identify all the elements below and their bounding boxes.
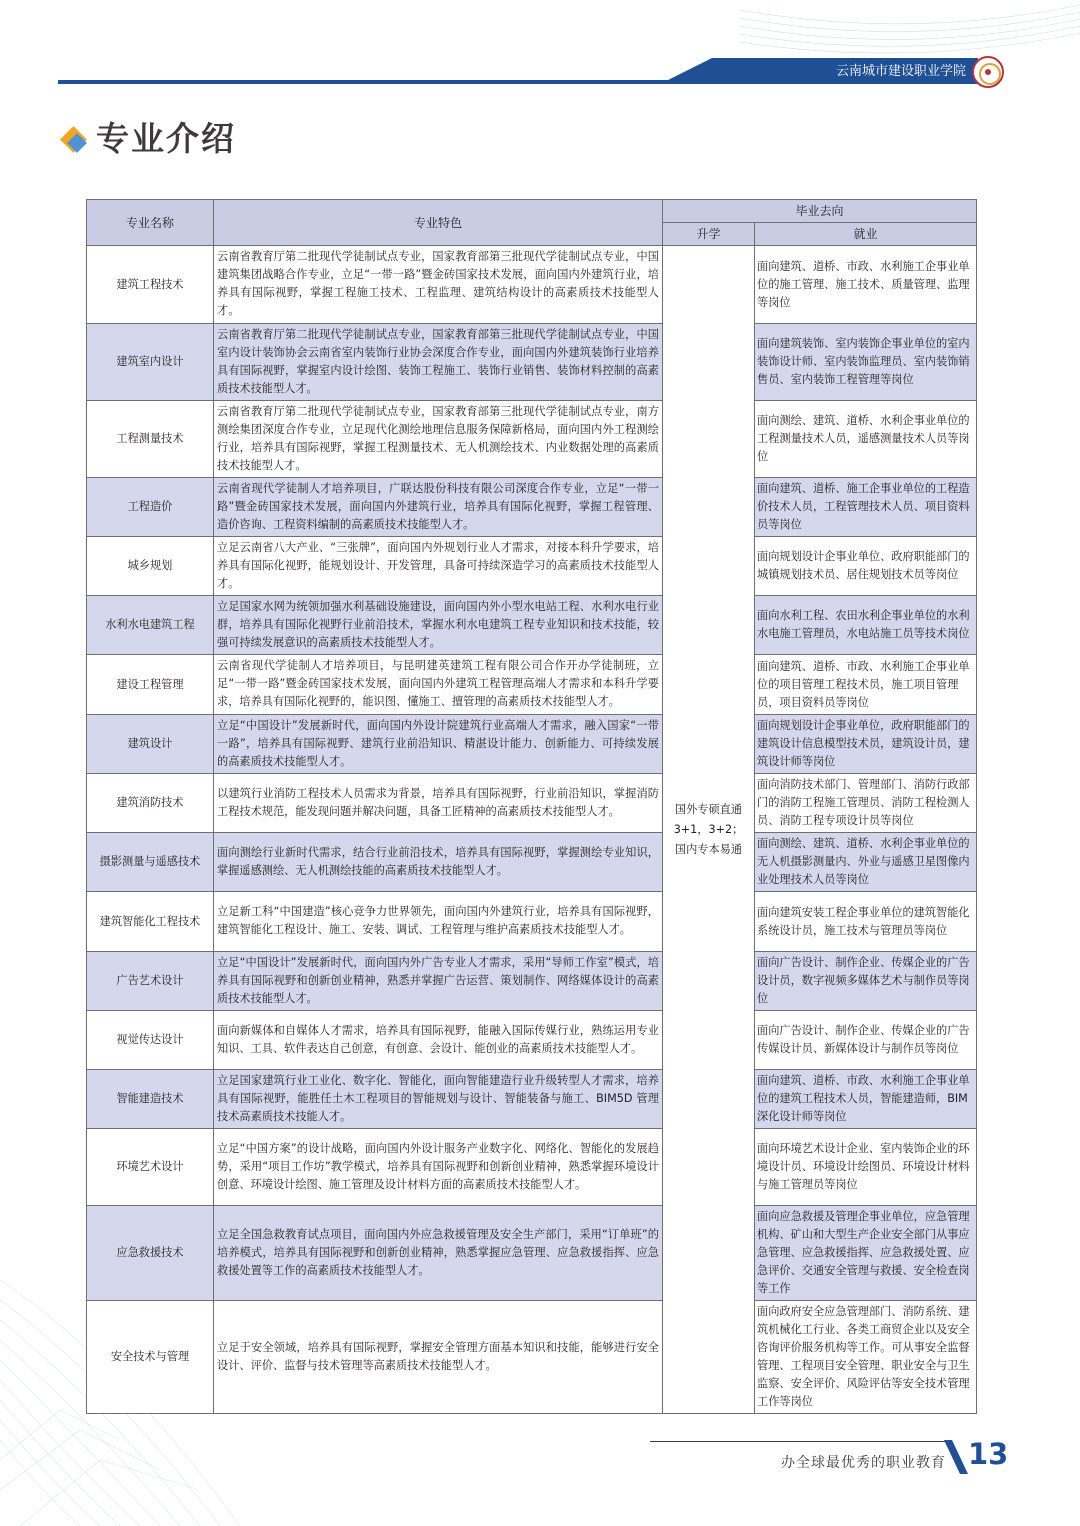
majors-table — [86, 199, 977, 1414]
table-row — [87, 715, 977, 774]
major-feature: 立足全国急救教育试点项目，面向国内外应急救援管理及安全生产部门，采用“订单班”的培养模式，培养具有国际视野和创新创业精神，熟悉掌握应急管理、应急救援指挥、应急救援处置等工作的高素质技术技能型人才。 — [214, 1206, 663, 1301]
table-row — [87, 401, 977, 478]
major-name: 建筑设计 — [87, 715, 214, 774]
table-row — [87, 324, 977, 401]
table-row — [87, 478, 977, 537]
page-title: 专业介绍 — [96, 119, 236, 158]
employment-cell: 面向测绘、建筑、道桥、水利企事业单位的无人机摄影测量内、外业与遥感卫星图像内业处理技术人员等岗位 — [755, 833, 977, 892]
major-feature: 立足于安全领域，培养具有国际视野，掌握安全管理方面基本知识和技能，能够进行安全设计、评价、监督与技术管理等高素质技术技能型人才。 — [214, 1301, 663, 1414]
col-header-feature: 专业特色 — [214, 200, 663, 246]
page-number: 13 — [968, 1437, 1009, 1471]
major-feature: 云南省教育厅第二批现代学徒制试点专业，国家教育部第三批现代学徒制试点专业，中国室内设计装饰协会云南省室内装饰行业协会深度合作专业，面向国内外建筑装饰行业培养具有国际视野，掌握室内设计绘图、装饰工程施工、装饰行业销售、装饰材料控制的高素质技术技能型人才。 — [214, 324, 663, 401]
employment-cell: 面向规划设计企事业单位、政府职能部门的城镇规划技术员、居住规划技术员等岗位 — [755, 537, 977, 596]
major-feature: 云南省现代学徒制人才培养项目，与昆明建英建筑工程有限公司合作开办学徒制班，立足“一带一路”暨金砖国家技术发展，面向国内外建筑工程管理高端人才需求和本科升学要求，培养具有国际化视野的，能识图、懂施工、擅管理的高素质技术技能型人才。 — [214, 655, 663, 715]
table-row — [87, 1206, 977, 1301]
table-row — [87, 655, 977, 715]
major-name: 广告艺术设计 — [87, 952, 214, 1011]
major-name: 摄影测量与遥感技术 — [87, 833, 214, 892]
major-feature: 立足“中国方案”的设计战略，面向国内外设计服务产业数字化、网络化、智能化的发展趋势，采用“项目工作坊”教学模式，培养具有国际视野和创新创业精神，熟悉掌握环境设计创意、环境设计绘图、施工管理及设计材料方面的高素质技术技能型人才。 — [214, 1129, 663, 1206]
footer-rule — [650, 1441, 950, 1442]
employment-cell: 面向建筑装饰、室内装饰企事业单位的室内装饰设计师、室内装饰监理员、室内装饰销售员、室内装饰工程管理等岗位 — [755, 324, 977, 401]
major-feature: 立足“中国设计”发展新时代，面向国内外设计院建筑行业高端人才需求，融入国家“一带一路”，培养具有国际视野、建筑行业前沿知识、精湛设计能力、创新能力、可持续发展的高素质技术技能型人才。 — [214, 715, 663, 774]
table-row — [87, 246, 977, 324]
major-feature: 云南省现代学徒制人才培养项目，广联达股份科技有限公司深度合作专业，立足“一带一路”暨金砖国家技术发展，面向国内外建筑行业，培养具有国际化视野，掌握工程管理、造价咨询、工程资料编制的高素质技术技能型人才。 — [214, 478, 663, 537]
table-row — [87, 952, 977, 1011]
decorative-mesh-top — [740, 0, 1080, 60]
major-name: 建筑室内设计 — [87, 324, 214, 401]
major-feature: 云南省教育厅第二批现代学徒制试点专业，国家教育部第三批现代学徒制试点专业，南方测绘集团深度合作专业，立足现代化测绘地理信息服务保障新格局，面向国内外工程测绘行业，培养具有国际视野，掌握工程测量技术、无人机测绘技术、内业数据处理的高素质技术技能型人才。 — [214, 401, 663, 478]
employment-cell: 面向建筑、道桥、市政、水利施工企事业单位的施工管理、施工技术、质量管理、监理等岗位 — [755, 246, 977, 324]
col-header-destination: 毕业去向 — [663, 200, 977, 223]
footer-slogan: 办全球最优秀的职业教育 — [781, 1455, 946, 1471]
major-name: 建筑消防技术 — [87, 774, 214, 833]
major-name: 视觉传达设计 — [87, 1011, 214, 1070]
further-study-line: 3+1，3+2； — [673, 822, 744, 836]
major-feature: 云南省教育厅第二批现代学徒制试点专业，国家教育部第三批现代学徒制试点专业，中国建筑集团战略合作专业，立足“一带一路”暨金砖国家技术发展，面向国内外建筑行业，培养具有国际视野，掌握工程施工技术、工程监理、建筑结构设计的高素质技术技能型人才。 — [214, 246, 663, 324]
table-row — [87, 1011, 977, 1070]
employment-cell: 面向广告设计、制作企业、传媒企业的广告设计员，数字视频多媒体艺术与制作员等岗位 — [755, 952, 977, 1011]
employment-cell: 面向建筑安装工程企事业单位的建筑智能化系统设计员，施工技术与管理员等岗位 — [755, 892, 977, 952]
school-logo-icon — [972, 56, 1004, 88]
table-row — [87, 892, 977, 952]
major-name: 工程测量技术 — [87, 401, 214, 478]
further-study-line: 国外专硕直通 — [674, 802, 743, 816]
major-feature: 立足云南省八大产业、“三张牌”，面向国内外规划行业人才需求，对接本科升学要求，培养具有国际化视野，能规划设计、开发管理，具备可持续深造学习的高素质技术技能型人才。 — [214, 537, 663, 596]
employment-cell: 面向建筑、道桥、市政、水利施工企事业单位的建筑工程技术人员，智能建造师，BIM 深化设计师等岗位 — [755, 1070, 977, 1129]
major-name: 工程造价 — [87, 478, 214, 537]
employment-cell: 面向环境艺术设计企业、室内装饰企业的环境设计员、环境设计绘图员、环境设计材料与施工管理员等岗位 — [755, 1129, 977, 1206]
table-row — [87, 537, 977, 596]
diamond-bullet-icon — [60, 126, 88, 154]
major-feature: 立足国家水网为统领加强水利基础设施建设，面向国内外小型水电站工程、水利水电行业群，培养具有国际化视野行业前沿技术，掌握水利水电建筑工程专业知识和技术技能，较强可持续发展意识的高素质技术技能型人才。 — [214, 596, 663, 655]
further-study-line: 国内专本易通 — [674, 842, 743, 856]
further-study-cell — [663, 246, 755, 1414]
major-name: 建筑工程技术 — [87, 246, 214, 324]
major-feature: 立足“中国设计”发展新时代，面向国内外广告专业人才需求，采用“导师工作室”模式，培养具有国际视野和创新创业精神，熟悉并掌握广告运营、策划制作、网络媒体设计的高素质技术技能型人才。 — [214, 952, 663, 1011]
table-body — [87, 246, 977, 1414]
table-row — [87, 774, 977, 833]
school-name: 云南城市建设职业学院 — [835, 64, 966, 79]
col-header-further-study: 升学 — [663, 223, 755, 246]
major-name: 水利水电建筑工程 — [87, 596, 214, 655]
employment-cell: 面向政府安全应急管理部门、消防系统、建筑机械化工行业、各类工商贸企业以及安全咨询评价服务机构等工作。可从事安全监督管理、工程项目安全管理、职业安全与卫生监察、安全评价、风险评估等安全技术管理工作等岗位 — [755, 1301, 977, 1414]
table-row — [87, 1070, 977, 1129]
major-name: 城乡规划 — [87, 537, 214, 596]
employment-cell: 面向应急救援及管理企事业单位，应急管理机构、矿山和大型生产企业安全部门从事应急管理、应急救援指挥、应急救援处置、应急评价、交通安全管理与救援、安全检查岗等工作 — [755, 1206, 977, 1301]
employment-cell: 面向广告设计、制作企业、传媒企业的广告传媒设计员、新媒体设计与制作员等岗位 — [755, 1011, 977, 1070]
major-feature: 面向测绘行业新时代需求，结合行业前沿技术，培养具有国际视野，掌握测绘专业知识，掌握遥感测绘、无人机测绘技能的高素质技术技能型人才。 — [214, 833, 663, 892]
employment-cell: 面向建筑、道桥、市政、水利施工企事业单位的项目管理工程技术员，施工项目管理员，项目资料员等岗位 — [755, 655, 977, 715]
col-header-name: 专业名称 — [87, 200, 214, 246]
col-header-employment: 就业 — [755, 223, 977, 246]
major-feature: 面向新媒体和自媒体人才需求，培养具有国际视野，能融入国际传媒行业，熟练运用专业知识、工具、软件表达自己创意，有创意、会设计、能创业的高素质技术技能型人才。 — [214, 1011, 663, 1070]
major-feature: 立足国家建筑行业工业化、数字化、智能化，面向智能建造行业升级转型人才需求，培养具有国际视野，能胜任土木工程项目的智能规划与设计、智能装备与施工、BIM5D 管理技术高素质技术技能人才。 — [214, 1070, 663, 1129]
employment-cell: 面向规划设计企事业单位，政府职能部门的建筑设计信息模型技术员，建筑设计员，建筑设计师等岗位 — [755, 715, 977, 774]
table-row — [87, 1301, 977, 1414]
major-name: 环境艺术设计 — [87, 1129, 214, 1206]
table-row — [87, 1129, 977, 1206]
employment-cell: 面向水利工程、农田水利企事业单位的水利水电施工管理员，水电站施工员等技术岗位 — [755, 596, 977, 655]
employment-cell: 面向消防技术部门、管理部门、消防行政部门的消防工程施工管理员、消防工程检测人员、消防工程专项设计员等岗位 — [755, 774, 977, 833]
employment-cell: 面向测绘、建筑、道桥、水利企事业单位的工程测量技术人员，遥感测量技术人员等岗位 — [755, 401, 977, 478]
major-name: 应急救援技术 — [87, 1206, 214, 1301]
table-row — [87, 596, 977, 655]
major-feature: 立足新工科“中国建造”核心竞争力世界领先，面向国内外建筑行业，培养具有国际视野，建筑智能化工程设计、施工、安装、调试、工程管理与维护高素质技术技能型人才。 — [214, 892, 663, 952]
major-name: 建筑智能化工程技术 — [87, 892, 214, 952]
major-feature: 以建筑行业消防工程技术人员需求为背景，培养具有国际视野，行业前沿知识，掌握消防工程技术规范，能发现问题并解决问题，具备工匠精神的高素质技术技能型人才。 — [214, 774, 663, 833]
major-name: 安全技术与管理 — [87, 1301, 214, 1414]
table-row — [87, 833, 977, 892]
employment-cell: 面向建筑、道桥、施工企事业单位的工程造价技术人员，工程管理技术人员、项目资料员等岗位 — [755, 478, 977, 537]
major-name: 智能建造技术 — [87, 1070, 214, 1129]
major-name: 建设工程管理 — [87, 655, 214, 715]
footer-slash-mark — [944, 1440, 968, 1474]
